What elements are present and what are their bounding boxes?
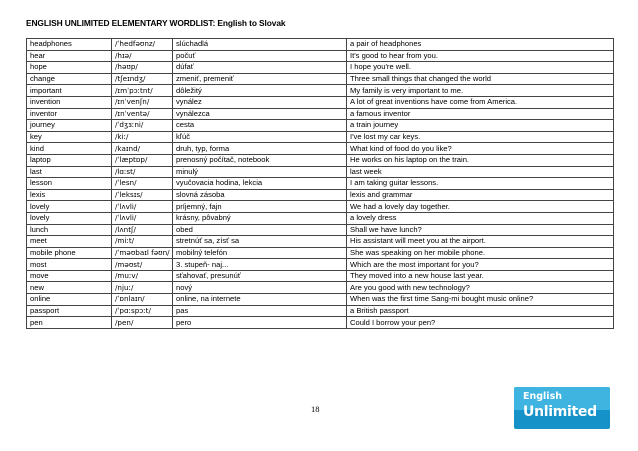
table-row xyxy=(27,294,614,306)
table-row xyxy=(27,247,614,259)
cell-english-word: journey xyxy=(27,120,112,132)
cell-slovak-translation: 3. stupeň- naj... xyxy=(173,259,347,271)
table-row xyxy=(27,189,614,201)
cell-english-word: invention xyxy=(27,96,112,108)
cell-example-sentence: What kind of food do you like? xyxy=(347,143,614,155)
wordlist-table xyxy=(26,38,614,329)
cell-english-word: key xyxy=(27,131,112,143)
table-row xyxy=(27,131,614,143)
cell-example-sentence: a famous inventor xyxy=(347,108,614,120)
cell-slovak-translation: cesta xyxy=(173,120,347,132)
cell-pronunciation: /ɪnˈvenʃn/ xyxy=(112,96,173,108)
cell-example-sentence: Three small things that changed the world xyxy=(347,73,614,85)
table-row xyxy=(27,259,614,271)
cell-english-word: move xyxy=(27,270,112,282)
cell-slovak-translation: nový xyxy=(173,282,347,294)
cell-english-word: laptop xyxy=(27,154,112,166)
cell-slovak-translation: prenosný počítač, notebook xyxy=(173,154,347,166)
table-row xyxy=(27,108,614,120)
english-unlimited-logo xyxy=(514,387,610,429)
table-row xyxy=(27,166,614,178)
cell-example-sentence: I hope you're well. xyxy=(347,62,614,74)
cell-english-word: online xyxy=(27,294,112,306)
cell-example-sentence: a train journey xyxy=(347,120,614,132)
cell-english-word: meet xyxy=(27,236,112,248)
cell-pronunciation: /ˈməʊbaɪl fəʊn/ xyxy=(112,247,173,259)
cell-slovak-translation: sťahovať, presunúť xyxy=(173,270,347,282)
cell-pronunciation: /ˈlʌvli/ xyxy=(112,201,173,213)
cell-pronunciation: /ˈdʒɜːni/ xyxy=(112,120,173,132)
cell-slovak-translation: mobilný telefón xyxy=(173,247,347,259)
cell-example-sentence: Shall we have lunch? xyxy=(347,224,614,236)
cell-pronunciation: /ˈlæptɒp/ xyxy=(112,154,173,166)
cell-example-sentence: Could I borrow your pen? xyxy=(347,317,614,329)
cell-slovak-translation: počuť xyxy=(173,50,347,62)
cell-pronunciation: /ˈleksɪs/ xyxy=(112,189,173,201)
cell-english-word: mobile phone xyxy=(27,247,112,259)
cell-slovak-translation: dôležitý xyxy=(173,85,347,97)
cell-english-word: passport xyxy=(27,305,112,317)
table-row xyxy=(27,120,614,132)
table-row xyxy=(27,96,614,108)
cell-pronunciation: /hɪə/ xyxy=(112,50,173,62)
cell-english-word: important xyxy=(27,85,112,97)
table-row xyxy=(27,143,614,155)
cell-english-word: pen xyxy=(27,317,112,329)
cell-pronunciation: /ɪmˈpɔːtnt/ xyxy=(112,85,173,97)
cell-english-word: lexis xyxy=(27,189,112,201)
page-number: 18 xyxy=(311,404,320,414)
table-row xyxy=(27,317,614,329)
logo-line-1: English xyxy=(523,391,562,402)
cell-pronunciation: /ɪnˈventə/ xyxy=(112,108,173,120)
cell-slovak-translation: pero xyxy=(173,317,347,329)
cell-slovak-translation: druh, typ, forma xyxy=(173,143,347,155)
cell-pronunciation: /njuː/ xyxy=(112,282,173,294)
cell-example-sentence: She was speaking on her mobile phone. xyxy=(347,247,614,259)
cell-example-sentence: a British passport xyxy=(347,305,614,317)
cell-example-sentence: His assistant will meet you at the airport. xyxy=(347,236,614,248)
cell-slovak-translation: vynálezca xyxy=(173,108,347,120)
logo-line-2: Unlimited xyxy=(523,404,597,420)
cell-pronunciation: /məʊst/ xyxy=(112,259,173,271)
cell-pronunciation: /miːt/ xyxy=(112,236,173,248)
cell-english-word: new xyxy=(27,282,112,294)
cell-pronunciation: /lʌntʃ/ xyxy=(112,224,173,236)
cell-english-word: lesson xyxy=(27,178,112,190)
cell-example-sentence: My family is very important to me. xyxy=(347,85,614,97)
cell-slovak-translation: vyučovacia hodina, lekcia xyxy=(173,178,347,190)
cell-pronunciation: /muːv/ xyxy=(112,270,173,282)
cell-slovak-translation: vynález xyxy=(173,96,347,108)
cell-slovak-translation: dúfať xyxy=(173,62,347,74)
cell-slovak-translation: krásny, pôvabný xyxy=(173,212,347,224)
cell-pronunciation: /lɑːst/ xyxy=(112,166,173,178)
cell-example-sentence: It's good to hear from you. xyxy=(347,50,614,62)
table-row xyxy=(27,270,614,282)
cell-english-word: last xyxy=(27,166,112,178)
cell-pronunciation: /kiː/ xyxy=(112,131,173,143)
cell-pronunciation: /ˈpɑːspɔːt/ xyxy=(112,305,173,317)
cell-slovak-translation: slovná zásoba xyxy=(173,189,347,201)
cell-example-sentence: I've lost my car keys. xyxy=(347,131,614,143)
document-title: ENGLISH UNLIMITED ELEMENTARY WORDLIST: English to Slovak xyxy=(26,18,286,28)
cell-example-sentence: Are you good with new technology? xyxy=(347,282,614,294)
table-row xyxy=(27,62,614,74)
cell-slovak-translation: príjemný, fajn xyxy=(173,201,347,213)
cell-example-sentence: They moved into a new house last year. xyxy=(347,270,614,282)
cell-example-sentence: a pair of headphones xyxy=(347,39,614,51)
cell-english-word: hope xyxy=(27,62,112,74)
table-row xyxy=(27,73,614,85)
cell-slovak-translation: zmeniť, premeniť xyxy=(173,73,347,85)
cell-english-word: kind xyxy=(27,143,112,155)
cell-english-word: headphones xyxy=(27,39,112,51)
cell-pronunciation: /ˈhedfəʊnz/ xyxy=(112,39,173,51)
table-row xyxy=(27,212,614,224)
table-row xyxy=(27,305,614,317)
cell-slovak-translation: minulý xyxy=(173,166,347,178)
table-row xyxy=(27,50,614,62)
table-row xyxy=(27,178,614,190)
cell-slovak-translation: pas xyxy=(173,305,347,317)
cell-example-sentence: He works on his laptop on the train. xyxy=(347,154,614,166)
cell-example-sentence: a lovely dress xyxy=(347,212,614,224)
wordlist-body xyxy=(27,39,614,329)
cell-english-word: lovely xyxy=(27,212,112,224)
cell-example-sentence: Which are the most important for you? xyxy=(347,259,614,271)
cell-example-sentence: last week xyxy=(347,166,614,178)
table-row xyxy=(27,201,614,213)
cell-english-word: most xyxy=(27,259,112,271)
cell-pronunciation: /həʊp/ xyxy=(112,62,173,74)
cell-example-sentence: When was the first time Sang-mi bought music online? xyxy=(347,294,614,306)
table-row xyxy=(27,282,614,294)
cell-slovak-translation: obed xyxy=(173,224,347,236)
cell-english-word: lunch xyxy=(27,224,112,236)
cell-english-word: hear xyxy=(27,50,112,62)
cell-english-word: lovely xyxy=(27,201,112,213)
cell-pronunciation: /tʃeɪndʒ/ xyxy=(112,73,173,85)
cell-pronunciation: /kaɪnd/ xyxy=(112,143,173,155)
cell-example-sentence: I am taking guitar lessons. xyxy=(347,178,614,190)
cell-example-sentence: A lot of great inventions have come from America. xyxy=(347,96,614,108)
cell-example-sentence: lexis and grammar xyxy=(347,189,614,201)
cell-slovak-translation: online, na internete xyxy=(173,294,347,306)
table-row xyxy=(27,154,614,166)
cell-example-sentence: We had a lovely day together. xyxy=(347,201,614,213)
table-row xyxy=(27,85,614,97)
cell-pronunciation: /ˈlesn/ xyxy=(112,178,173,190)
table-row xyxy=(27,224,614,236)
table-row xyxy=(27,39,614,51)
cell-slovak-translation: kľúč xyxy=(173,131,347,143)
cell-english-word: change xyxy=(27,73,112,85)
table-row xyxy=(27,236,614,248)
cell-slovak-translation: stretnúť sa, zísť sa xyxy=(173,236,347,248)
cell-slovak-translation: slúchadlá xyxy=(173,39,347,51)
cell-pronunciation: /pen/ xyxy=(112,317,173,329)
cell-pronunciation: /ˈɒnlaɪn/ xyxy=(112,294,173,306)
cell-english-word: inventor xyxy=(27,108,112,120)
cell-pronunciation: /ˈlʌvli/ xyxy=(112,212,173,224)
